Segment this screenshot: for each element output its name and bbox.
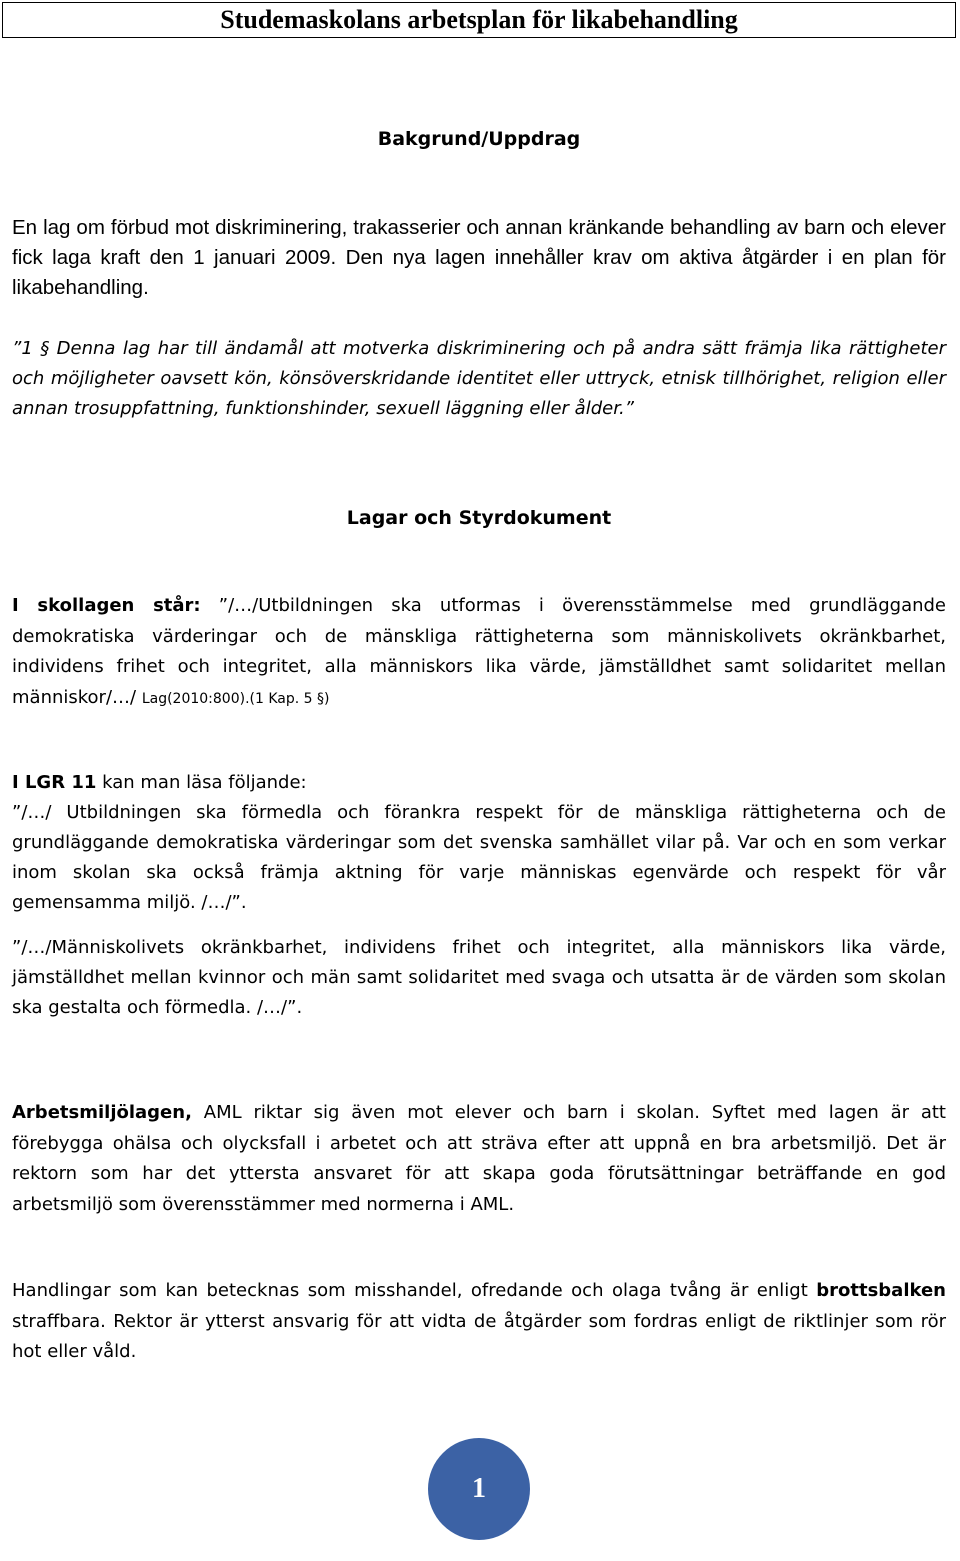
aml-label: Arbetsmiljölagen, bbox=[12, 1102, 192, 1123]
lgr-quote-2: ”/…/Människolivets okränkbarhet, individens frihet och integritet, alla människors lika värde, jämställdhet mellan kvinnor och män samt solidaritet med svaga och utsatta är de värden som skolan ska gestalta och förmedla. /…/”. bbox=[12, 937, 946, 1018]
intro-paragraph bbox=[12, 213, 946, 303]
skollagen-text: ”/…/Utbildningen ska utformas i överensstämmelse med grundläggande demokratiska värderingar och de mänskliga rättigheterna som människolivets okränkbarhet, individens frihet och integritet, alla människors lika värde, jämställdhet samt solidaritet mellan människor/…/ bbox=[12, 595, 947, 708]
brottsbalken-paragraph bbox=[12, 1276, 946, 1368]
intro-text: En lag om förbud mot diskriminering, trakasserier och annan kränkande behandling av barn och elever fick laga kraft den 1 januari 2009. Den nya lagen innehåller krav om aktiva åtgärder i en plan för likabehandling. bbox=[12, 216, 946, 299]
skollagen-paragraph bbox=[12, 591, 946, 714]
section-heading-bakgrund: Bakgrund/Uppdrag bbox=[377, 128, 581, 150]
law-quote-text: ”1 § Denna lag har till ändamål att motverka diskriminering och på andra sätt främja lika rättigheter och möjligheter oavsett kön, könsöverskridande identitet eller uttryck, etnisk tillhörighet, religion eller annan trosuppfattning, funktionshinder, sexuell läggning eller ålder.” bbox=[12, 338, 946, 419]
lgr-label: I LGR 11 bbox=[12, 772, 97, 793]
skollagen-reference: Lag(2010:800).(1 Kap. 5 §) bbox=[141, 690, 330, 707]
brottsbalken-pre: Handlingar som kan betecknas som misshandel, ofredande och olaga tvång är enligt bbox=[12, 1280, 817, 1301]
document-title: Studemaskolans arbetsplan för likabehandling bbox=[2, 2, 956, 38]
skollagen-label: I skollagen står: bbox=[12, 595, 201, 616]
aml-text: AML riktar sig även mot elever och barn i skolan. Syftet med lagen är att förebygga ohälsa och olycksfall i arbetet och att sträva efter att uppnå en bra arbetsmiljö. Det är rektorn som har det yttersta ansvaret för att skapa goda förutsättningar beträffande en god arbetsmiljö som överensstämmer med normerna i AML. bbox=[12, 1102, 946, 1215]
brottsbalken-post: straffbara. Rektor är ytterst ansvarig för att vidta de åtgärder som fordras enligt de riktlinjer som rör hot eller våld. bbox=[12, 1310, 946, 1362]
section-heading-lagar: Lagar och Styrdokument bbox=[346, 507, 612, 529]
aml-paragraph bbox=[12, 1098, 946, 1220]
page-number-badge: 1 bbox=[428, 1438, 530, 1540]
lgr-quote-1: ”/…/ Utbildningen ska förmedla och förankra respekt för de mänskliga rättigheterna och de grundläggande demokratiska värderingar som det svenska samhället vilar på. Var och en som verkar inom skolan ska också främja aktning för varje människas egenvärde och respekt för vår gemensamma miljö. /…/”. bbox=[12, 802, 946, 913]
brottsbalken-label: brottsbalken bbox=[816, 1280, 946, 1301]
lgr-intro: kan man läsa följande: bbox=[96, 772, 307, 793]
law-quote-paragraph bbox=[12, 334, 946, 424]
lgr-paragraph bbox=[12, 768, 946, 1023]
